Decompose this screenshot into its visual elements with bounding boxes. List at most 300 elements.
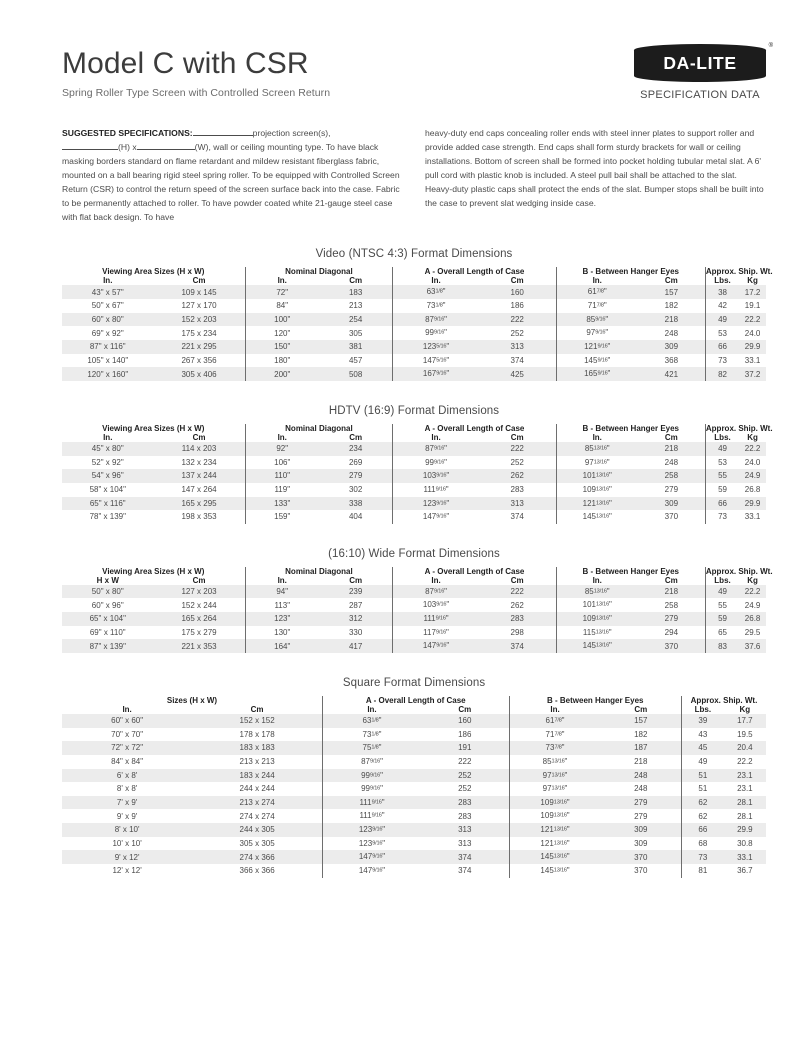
- table-row: [62, 497, 766, 511]
- sub-header-row: [62, 433, 766, 442]
- spec-column-left: [62, 127, 403, 224]
- table-cell: 105" x 140": [62, 354, 154, 368]
- table-cell: 631/8": [322, 714, 421, 728]
- table-cell: 368: [638, 354, 706, 368]
- hdtv-table-section: [0, 405, 802, 524]
- suggested-specifications: [0, 101, 802, 224]
- table-cell: 10' x 10': [62, 837, 192, 851]
- table-cell: 183 x 244: [192, 769, 322, 783]
- table-cell: 1479/16": [322, 864, 421, 878]
- table-row: [62, 442, 766, 456]
- table-cell: 178 x 178: [192, 728, 322, 742]
- specification-data-label: SPECIFICATION DATA: [640, 89, 760, 101]
- wide-table-section: [0, 548, 802, 653]
- column-sub-header: Cm: [634, 704, 648, 714]
- table-cell: 1119/16": [393, 612, 479, 626]
- table-row: [62, 782, 766, 796]
- column-sub-header: In.: [556, 433, 638, 442]
- table-cell: 33.1: [739, 510, 766, 524]
- table-cell: 12113/16": [556, 497, 638, 511]
- column-group-header: Nominal Diagonal: [245, 267, 393, 276]
- table-cell: 417: [319, 639, 393, 653]
- table-cell: 248: [638, 456, 706, 470]
- table-cell: 10113/16": [556, 598, 638, 612]
- table-cell: 58" x 104": [62, 483, 154, 497]
- column-sub-header: Cm: [510, 276, 524, 286]
- table-cell: 6' x 8': [62, 769, 192, 783]
- table-body: [62, 714, 766, 878]
- table-cell: 87" x 116": [62, 340, 154, 354]
- column-sub-header: Cm: [349, 575, 363, 585]
- table-cell: 252: [479, 326, 556, 340]
- table-cell: 82: [705, 367, 739, 381]
- table-cell: 258: [638, 469, 706, 483]
- wide-dimensions-table: [62, 566, 773, 653]
- table-cell: 1179/16": [393, 626, 479, 640]
- table-cell: 404: [319, 510, 393, 524]
- column-sub-header: In.: [103, 276, 113, 286]
- table-cell: 10113/16": [556, 469, 638, 483]
- table-cell: 425: [479, 367, 556, 381]
- column-sub-header: Kg: [739, 704, 751, 714]
- column-group-header: Approx. Ship. Wt.: [705, 566, 773, 576]
- table-row: [62, 313, 766, 327]
- column-sub-header: In.: [556, 576, 638, 585]
- table-row: [62, 456, 766, 470]
- table-cell: 302: [319, 483, 393, 497]
- table-cell: 1479/16": [322, 850, 421, 864]
- table-cell: 17.7: [724, 714, 766, 728]
- table-cell: 10913/16": [509, 809, 601, 823]
- table-cell: 1119/16": [393, 483, 479, 497]
- table-cell: 279: [638, 483, 706, 497]
- table-cell: 22.2: [739, 585, 766, 599]
- spec-column-right: heavy-duty end caps concealing roller ends with steel inner plates to support roller and provide added case strength. End caps shall form sturdy brackets for wall or ceiling installations. Bottom of screen shall be formed into pocket holding tubular metal slat. A 6' pull cord with plastic knob is included. A steel pull bail shall be attached to the slat. Heavy-duty plastic caps shall protect the ends of the slat. Bumper stops shall be built into the case to prevent slat wedging inside case.: [425, 128, 764, 208]
- column-sub-header: Cm: [192, 432, 206, 442]
- blank-line-height: [62, 142, 118, 150]
- table-cell: 65: [705, 626, 739, 640]
- video-dimensions-table: [62, 267, 773, 380]
- table-cell: 175 x 279: [154, 626, 246, 640]
- table-cell: 10913/16": [556, 612, 638, 626]
- table-cell: 39: [681, 714, 723, 728]
- table-cell: 100": [245, 313, 319, 327]
- table-cell: 147 x 264: [154, 483, 246, 497]
- table-row: [62, 299, 766, 313]
- table-header: [62, 566, 773, 585]
- table-cell: 279: [319, 469, 393, 483]
- table-cell: 338: [319, 497, 393, 511]
- page-header: [0, 0, 802, 101]
- table-cell: 244 x 305: [192, 823, 322, 837]
- table-cell: 218: [638, 585, 706, 599]
- table-cell: 152 x 152: [192, 714, 322, 728]
- table-row: [62, 612, 766, 626]
- column-group-header: B - Between Hanger Eyes: [556, 424, 705, 433]
- table-cell: 234: [319, 442, 393, 456]
- table-cell: 252: [479, 456, 556, 470]
- table-cell: 879/16": [393, 313, 479, 327]
- table-row: [62, 728, 766, 742]
- column-group-header: A - Overall Length of Case: [393, 567, 556, 576]
- table-cell: 1479/16": [393, 510, 479, 524]
- table-cell: 152 x 203: [154, 313, 246, 327]
- table-cell: 1219/16": [556, 340, 638, 354]
- table-cell: 374: [479, 510, 556, 524]
- table-cell: 164": [245, 639, 319, 653]
- video-table-title: Video (NTSC 4:3) Format Dimensions: [315, 248, 513, 261]
- table-cell: 879/16": [393, 585, 479, 599]
- column-sub-header: Cm: [458, 704, 472, 714]
- table-cell: 298: [479, 626, 556, 640]
- table-cell: 731/8": [393, 299, 479, 313]
- table-cell: 17.2: [739, 285, 766, 299]
- table-cell: 1239/16": [393, 497, 479, 511]
- table-cell: 60" x 96": [62, 598, 154, 612]
- table-cell: 9713/16": [556, 456, 638, 470]
- table-cell: 1039/16": [393, 598, 479, 612]
- column-sub-header: In.: [103, 432, 113, 442]
- column-sub-header: Cm: [250, 704, 264, 714]
- table-cell: 84" x 84": [62, 755, 192, 769]
- table-cell: 222: [479, 442, 556, 456]
- table-header: [62, 696, 766, 714]
- table-cell: 49: [705, 585, 739, 599]
- table-cell: 165 x 264: [154, 612, 246, 626]
- table-cell: 37.2: [739, 367, 766, 381]
- table-cell: 283: [421, 796, 509, 810]
- table-cell: 106": [245, 456, 319, 470]
- column-group-header: Nominal Diagonal: [245, 424, 393, 433]
- table-cell: 43: [681, 728, 723, 742]
- table-cell: 19.1: [739, 299, 766, 313]
- table-cell: 305 x 406: [154, 367, 246, 381]
- table-cell: 23.1: [724, 769, 766, 783]
- table-cell: 294: [638, 626, 706, 640]
- table-cell: 130": [245, 626, 319, 640]
- table-cell: 14513/16": [509, 864, 601, 878]
- group-header-row: [62, 696, 766, 705]
- column-sub-header: Lbs.: [681, 705, 723, 714]
- table-cell: 68: [681, 837, 723, 851]
- table-cell: 26.8: [739, 483, 766, 497]
- table-cell: 127 x 203: [154, 585, 246, 599]
- registered-trademark-icon: ®: [768, 43, 773, 49]
- title-block: [62, 44, 330, 99]
- table-cell: 123": [245, 612, 319, 626]
- table-cell: 10913/16": [509, 796, 601, 810]
- table-cell: 60" x 80": [62, 313, 154, 327]
- table-cell: 244 x 244: [192, 782, 322, 796]
- table-cell: 137 x 244: [154, 469, 246, 483]
- table-cell: 22.2: [739, 442, 766, 456]
- column-sub-header: In.: [509, 705, 601, 714]
- table-cell: 65" x 116": [62, 497, 154, 511]
- table-row: [62, 285, 766, 299]
- table-cell: 7' x 9': [62, 796, 192, 810]
- table-cell: 283: [479, 483, 556, 497]
- table-cell: 999/16": [393, 456, 479, 470]
- table-cell: 152 x 244: [154, 598, 246, 612]
- column-sub-header: Lbs.: [705, 276, 739, 285]
- table-cell: 248: [601, 769, 682, 783]
- table-cell: 309: [638, 497, 706, 511]
- table-cell: 267 x 356: [154, 354, 246, 368]
- table-cell: 1679/16": [393, 367, 479, 381]
- table-cell: 23.1: [724, 782, 766, 796]
- table-cell: 717/8": [509, 728, 601, 742]
- spec-left-part1: projection screen(s),: [252, 128, 331, 138]
- table-cell: 83: [705, 639, 739, 653]
- table-cell: 62: [681, 809, 723, 823]
- table-cell: 1659/16": [556, 367, 638, 381]
- table-cell: 222: [421, 755, 509, 769]
- table-cell: 717/8": [556, 299, 638, 313]
- hdtv-dimensions-table: [62, 423, 773, 524]
- column-sub-header: In.: [556, 276, 638, 285]
- table-cell: 12' x 12': [62, 864, 192, 878]
- table-cell: 127 x 170: [154, 299, 246, 313]
- column-sub-header: Cm: [510, 575, 524, 585]
- table-cell: 374: [421, 850, 509, 864]
- group-header-row: [62, 267, 766, 276]
- table-cell: 50" x 80": [62, 585, 154, 599]
- table-cell: 165 x 295: [154, 497, 246, 511]
- table-body: [62, 585, 766, 653]
- table-cell: 66: [705, 497, 739, 511]
- column-sub-header: Lbs.: [705, 433, 739, 442]
- table-cell: 45" x 80": [62, 442, 154, 456]
- column-group-header: Sizes (H x W): [166, 695, 218, 705]
- table-cell: 70" x 70": [62, 728, 192, 742]
- column-group-header: A - Overall Length of Case: [322, 696, 509, 705]
- table-body: [62, 442, 766, 524]
- table-cell: 213 x 213: [192, 755, 322, 769]
- table-cell: 29.9: [724, 823, 766, 837]
- table-cell: 631/8": [393, 285, 479, 299]
- table-cell: 254: [319, 313, 393, 327]
- table-row: [62, 354, 766, 368]
- column-group-header: A - Overall Length of Case: [393, 267, 556, 276]
- table-row: [62, 510, 766, 524]
- table-cell: 150": [245, 340, 319, 354]
- logo-block: [634, 43, 773, 101]
- column-sub-header: Cm: [192, 575, 206, 585]
- table-cell: 1039/16": [393, 469, 479, 483]
- table-cell: 14513/16": [556, 639, 638, 653]
- hdtv-table-title: HDTV (16:9) Format Dimensions: [328, 404, 500, 417]
- table-cell: 248: [601, 782, 682, 796]
- table-cell: 309: [601, 823, 682, 837]
- table-cell: 53: [705, 456, 739, 470]
- blank-line-model: [193, 128, 253, 136]
- table-cell: 12113/16": [509, 823, 601, 837]
- table-row: [62, 864, 766, 878]
- table-cell: 979/16": [556, 326, 638, 340]
- table-cell: 62: [681, 796, 723, 810]
- table-cell: 313: [421, 823, 509, 837]
- table-cell: 999/16": [322, 769, 421, 783]
- column-sub-header: In.: [393, 276, 479, 285]
- table-cell: 370: [638, 510, 706, 524]
- table-cell: 10913/16": [556, 483, 638, 497]
- table-row: [62, 809, 766, 823]
- table-cell: 421: [638, 367, 706, 381]
- table-cell: 133": [245, 497, 319, 511]
- table-cell: 159": [245, 510, 319, 524]
- table-cell: 42: [705, 299, 739, 313]
- sub-header-row: [62, 576, 766, 585]
- table-cell: 312: [319, 612, 393, 626]
- table-cell: 72": [245, 285, 319, 299]
- table-cell: 182: [601, 728, 682, 742]
- column-sub-header: Cm: [192, 276, 206, 286]
- column-group-header: Approx. Ship. Wt.: [705, 423, 773, 433]
- table-cell: 879/16": [393, 442, 479, 456]
- table-cell: 37.6: [739, 639, 766, 653]
- table-cell: 9' x 12': [62, 850, 192, 864]
- table-cell: 305: [319, 326, 393, 340]
- table-cell: 81: [681, 864, 723, 878]
- table-cell: 8513/16": [509, 755, 601, 769]
- table-cell: 14513/16": [509, 850, 601, 864]
- table-cell: 175 x 234: [154, 326, 246, 340]
- table-cell: 19.5: [724, 728, 766, 742]
- table-row: [62, 598, 766, 612]
- table-cell: 52" x 92": [62, 456, 154, 470]
- table-cell: 43" x 57": [62, 285, 154, 299]
- page-subtitle: Spring Roller Type Screen with Controlled Screen Return: [62, 86, 331, 99]
- column-group-header: B - Between Hanger Eyes: [509, 696, 681, 705]
- table-cell: 120": [245, 326, 319, 340]
- table-cell: 54" x 96": [62, 469, 154, 483]
- column-group-header: Nominal Diagonal: [245, 567, 393, 576]
- table-cell: 8513/16": [556, 442, 638, 456]
- table-cell: 38: [705, 285, 739, 299]
- table-row: [62, 714, 766, 728]
- column-group-header: B - Between Hanger Eyes: [556, 267, 705, 276]
- column-sub-header: In.: [122, 704, 132, 714]
- table-cell: 119": [245, 483, 319, 497]
- table-cell: 305 x 305: [192, 837, 322, 851]
- blank-line-width: [137, 142, 195, 150]
- table-cell: 731/8": [322, 728, 421, 742]
- table-row: [62, 340, 766, 354]
- table-cell: 59: [705, 483, 739, 497]
- table-cell: 374: [479, 639, 556, 653]
- table-cell: 120" x 160": [62, 367, 154, 381]
- table-cell: 180": [245, 354, 319, 368]
- sub-header-row: [62, 705, 766, 714]
- table-cell: 252: [421, 769, 509, 783]
- table-cell: 374: [479, 354, 556, 368]
- column-group-header: Viewing Area Sizes (H x W): [102, 267, 205, 277]
- table-cell: 1235/16": [393, 340, 479, 354]
- table-cell: 8' x 10': [62, 823, 192, 837]
- table-row: [62, 483, 766, 497]
- column-sub-header: Cm: [349, 432, 363, 442]
- table-cell: 1475/16": [393, 354, 479, 368]
- column-group-header: B - Between Hanger Eyes: [556, 567, 705, 576]
- table-cell: 183: [319, 285, 393, 299]
- table-row: [62, 796, 766, 810]
- table-cell: 45: [681, 741, 723, 755]
- table-cell: 370: [638, 639, 706, 653]
- table-cell: 84": [245, 299, 319, 313]
- table-cell: 29.5: [739, 626, 766, 640]
- table-cell: 66: [681, 823, 723, 837]
- table-cell: 186: [421, 728, 509, 742]
- table-cell: 879/16": [322, 755, 421, 769]
- table-cell: 11513/16": [556, 626, 638, 640]
- table-cell: 182: [638, 299, 706, 313]
- table-cell: 24.9: [739, 469, 766, 483]
- table-cell: 370: [601, 864, 682, 878]
- table-cell: 313: [421, 837, 509, 851]
- table-cell: 33.1: [724, 850, 766, 864]
- table-cell: 617/8": [556, 285, 638, 299]
- table-cell: 60" x 60": [62, 714, 192, 728]
- table-cell: 374: [421, 864, 509, 878]
- table-cell: 160: [421, 714, 509, 728]
- table-cell: 65" x 104": [62, 612, 154, 626]
- table-cell: 78" x 139": [62, 510, 154, 524]
- table-cell: 49: [705, 442, 739, 456]
- table-cell: 457: [319, 354, 393, 368]
- table-cell: 36.7: [724, 864, 766, 878]
- square-table-title: Square Format Dimensions: [342, 676, 486, 689]
- table-cell: 213: [319, 299, 393, 313]
- table-cell: 109 x 145: [154, 285, 246, 299]
- table-cell: 313: [479, 340, 556, 354]
- column-sub-header: In.: [393, 433, 479, 442]
- table-cell: 617/8": [509, 714, 601, 728]
- table-cell: 313: [479, 497, 556, 511]
- table-cell: 262: [479, 598, 556, 612]
- table-cell: 50" x 67": [62, 299, 154, 313]
- table-cell: 132 x 234: [154, 456, 246, 470]
- table-cell: 222: [479, 313, 556, 327]
- table-cell: 94": [245, 585, 319, 599]
- table-cell: 157: [638, 285, 706, 299]
- table-cell: 269: [319, 456, 393, 470]
- table-row: [62, 769, 766, 783]
- column-sub-header: Cm: [510, 432, 524, 442]
- table-cell: 252: [421, 782, 509, 796]
- table-cell: 66: [705, 340, 739, 354]
- table-cell: 239: [319, 585, 393, 599]
- table-cell: 92": [245, 442, 319, 456]
- table-cell: 999/16": [322, 782, 421, 796]
- table-cell: 29.9: [739, 497, 766, 511]
- table-cell: 283: [479, 612, 556, 626]
- table-cell: 999/16": [393, 326, 479, 340]
- table-cell: 73: [705, 354, 739, 368]
- table-cell: 1119/16": [322, 809, 421, 823]
- table-cell: 12113/16": [509, 837, 601, 851]
- table-row: [62, 741, 766, 755]
- table-cell: 29.9: [739, 340, 766, 354]
- column-group-header: Viewing Area Sizes (H x W): [102, 423, 205, 433]
- table-cell: 309: [601, 837, 682, 851]
- table-cell: 309: [638, 340, 706, 354]
- table-cell: 22.2: [739, 313, 766, 327]
- table-cell: 751/8": [322, 741, 421, 755]
- column-sub-header: Cm: [349, 276, 363, 286]
- table-cell: 49: [705, 313, 739, 327]
- table-cell: 9' x 9': [62, 809, 192, 823]
- table-cell: 737/8": [509, 741, 601, 755]
